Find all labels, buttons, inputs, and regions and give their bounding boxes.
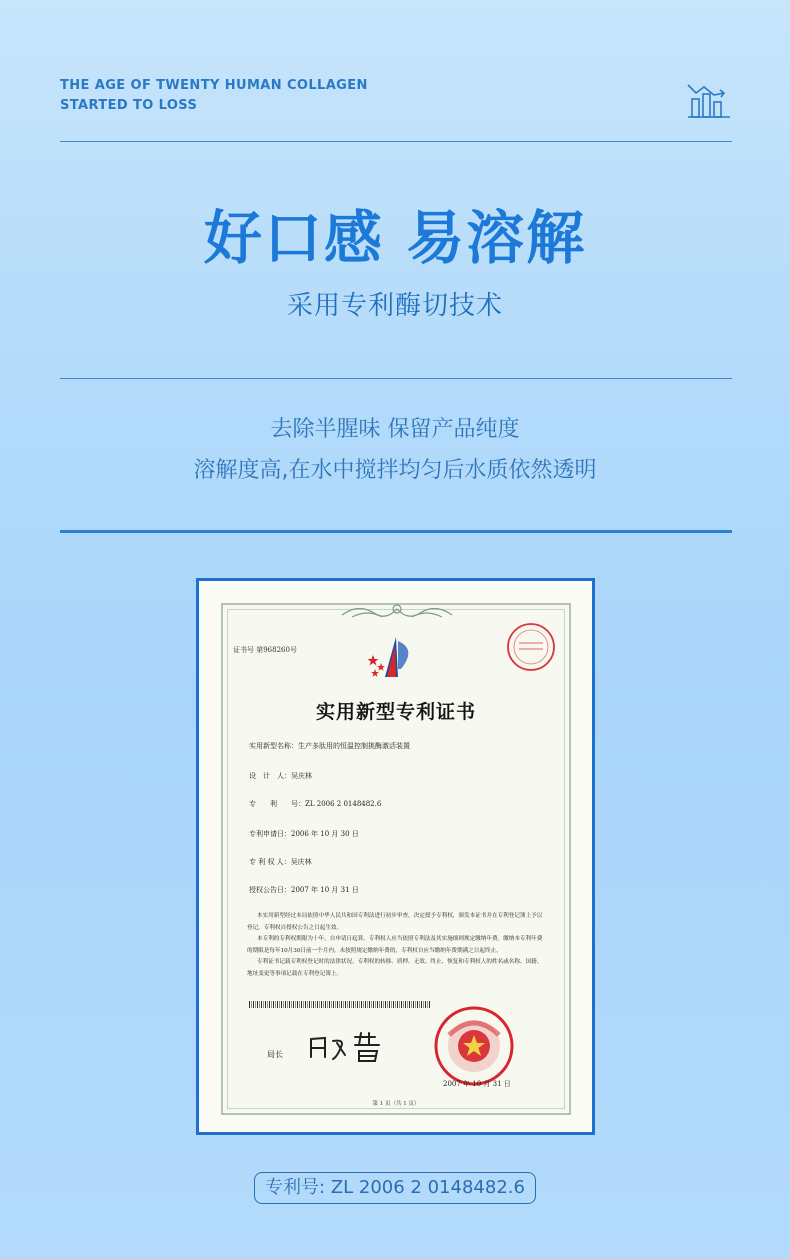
certificate-page-number: 第 1 页（共 1 页） — [372, 1101, 420, 1107]
brand-line-1: THE AGE OF TWENTY HUMAN COLLAGEN — [60, 78, 368, 93]
field-designer: 设 计 人：吴庆林 — [249, 772, 312, 780]
ornament-icon — [338, 601, 456, 623]
description-line-2: 溶解度高,在水中搅拌均匀后水质依然透明 — [193, 458, 597, 483]
director-label: 局长 — [267, 1050, 283, 1059]
description-line-1: 去除半腥味 保留产品纯度 — [270, 417, 520, 442]
certificate-number: 证书号 第968260号 — [233, 646, 297, 654]
signature-icon — [305, 1029, 387, 1065]
body-paragraph: 本实用新型经过本局依照中华人民共和国专利法进行初步审查，决定授予专利权，颁发本证书并在专利登记簿上予以登记。专利权自授权公告之日起生效。 — [247, 913, 543, 931]
field-patentee: 专 利 权 人：吴庆林 — [249, 858, 312, 866]
field-patent-number: 专 利 号：ZL 2006 2 0148482.6 — [249, 800, 382, 808]
patent-number-badge: 专利号: ZL 2006 2 0148482.6 — [254, 1172, 536, 1204]
page-title: 好口感 易溶解 — [203, 204, 587, 272]
body-paragraph: 专利证书记载专利权登记时的法律状况。专利权的转移、质押、无效、终止、恢复和专利权人的姓名或名称、国籍、地址变更等事项记载在专利登记簿上。 — [247, 959, 543, 977]
field-application-date: 专利申请日：2006 年 10 月 30 日 — [249, 830, 359, 838]
divider-thick — [60, 530, 732, 533]
divider-top — [60, 141, 732, 142]
field-utility-name: 实用新型名称：生产多肽用的恒温控制挑酶激活装置 — [249, 742, 410, 750]
national-seal-icon — [433, 1005, 515, 1087]
barcode — [249, 1001, 431, 1008]
certificate-frame — [196, 578, 595, 1135]
field-grant-date: 授权公告日：2007 年 10 月 31 日 — [249, 886, 359, 894]
patent-office-logo-icon — [365, 633, 427, 683]
divider-middle — [60, 378, 732, 379]
certificate-paper — [221, 603, 571, 1115]
page-subtitle: 采用专利酶切技术 — [286, 291, 503, 321]
certificate-date: 2007 年 10 月 31 日 — [443, 1080, 511, 1088]
body-paragraph: 本专利的专利权期限为十年，自申请日起算。专利权人应当依照专利法及其实施细则规定缴纳年费。缴纳本专利年费的期限是每年10月30日前一个月内。未按照规定缴纳年费的，专利权自应当缴纳年费期满之日起终止。 — [247, 936, 543, 954]
top-header — [60, 76, 732, 142]
certificate-body — [247, 911, 547, 980]
seal-stamp-icon — [505, 621, 557, 673]
brand-line-2: STARTED TO LOSS — [60, 98, 198, 113]
bar-chart-trend-icon — [686, 81, 732, 119]
certificate-title: 实用新型专利证书 — [315, 701, 476, 723]
